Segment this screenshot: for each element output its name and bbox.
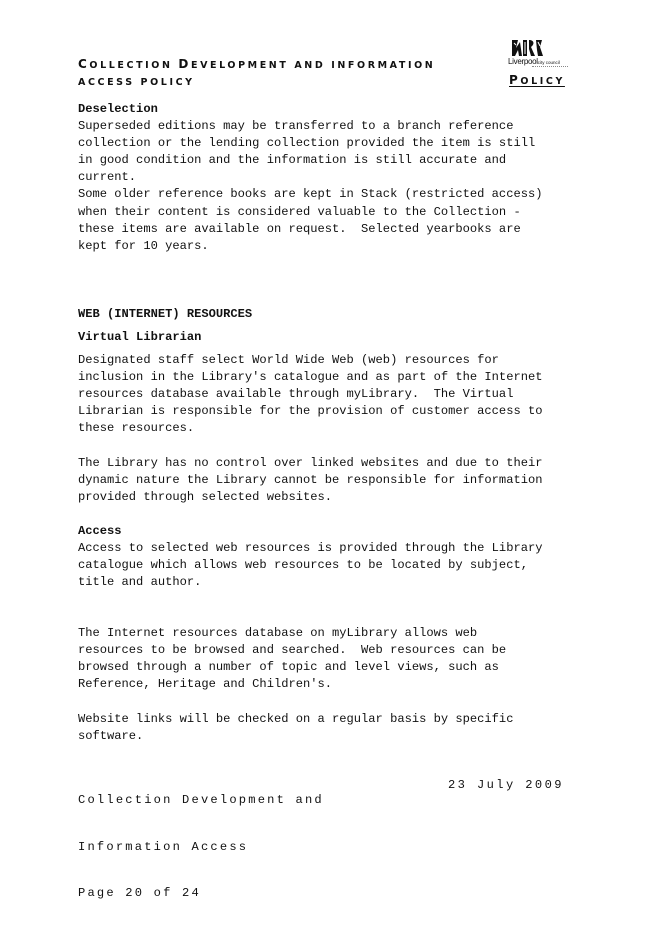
spacer	[78, 255, 578, 306]
access-paragraph-1: Access to selected web resources is provided through the Library catalogue which allows web resources to be located by subject, title and author.	[78, 540, 543, 590]
deselection-paragraph-1: Superseded editions may be transferred to a branch reference collection or the lending collection provided the item is still in good condition and the information is still accurate and current.	[78, 119, 536, 185]
access-paragraph-3: Website links will be checked on a regular basis by specific software.	[78, 711, 514, 743]
web-resources-heading: WEB (INTERNET) RESOURCES	[78, 306, 253, 321]
deselection-heading: Deselection	[78, 102, 158, 116]
spacer	[78, 506, 578, 523]
spacer	[78, 591, 578, 625]
footer-date: 23 July 2009	[448, 777, 564, 792]
header-title-line1: COLLECTION DEVELOPMENT AND INFORMATION	[78, 57, 436, 71]
header-policy-label: POLICY	[509, 73, 565, 87]
footer-line-2: Information Access	[78, 839, 249, 854]
liverpool-bird-icon	[510, 38, 544, 58]
footer-page-number: Page 20 of 24	[78, 886, 201, 900]
access-paragraph-2: The Internet resources database on myLibrary allows web resources to be browsed and searched. Web resources can be browsed through a number of topic and level views, such as Reference, Heritage and Children's.	[78, 626, 507, 692]
footer-line-1: Collection Development and	[78, 793, 324, 807]
logo-wordmark: Liverpoolcity council	[508, 57, 560, 66]
header-title	[78, 56, 458, 91]
liverpool-logo	[508, 38, 572, 70]
header-title-line2: ACCESS POLICY	[78, 76, 195, 88]
spacer	[78, 438, 578, 455]
virtual-librarian-paragraph-2: The Library has no control over linked websites and due to their dynamic nature the Library cannot be responsible for information provided through selected websites.	[78, 455, 543, 504]
virtual-librarian-paragraph-1: Designated staff select World Wide Web (web) resources for inclusion in the Library's catalogue and as part of the Internet resources database available through myLibrary. The Virtual Librarian is responsible for the provision of customer access to these resources.	[78, 353, 543, 436]
page-footer	[78, 762, 578, 948]
logo-tagline-rule	[532, 66, 568, 68]
deselection-paragraph-2: Some older reference books are kept in Stack (restricted access) when their content is considered valuable to the Collection - these items are available on request. Selected yearbooks are kept for 10 years.	[78, 187, 543, 253]
spacer	[78, 694, 578, 711]
access-heading: Access	[78, 523, 122, 538]
virtual-librarian-heading: Virtual Librarian	[78, 329, 202, 344]
document-body	[78, 101, 578, 745]
